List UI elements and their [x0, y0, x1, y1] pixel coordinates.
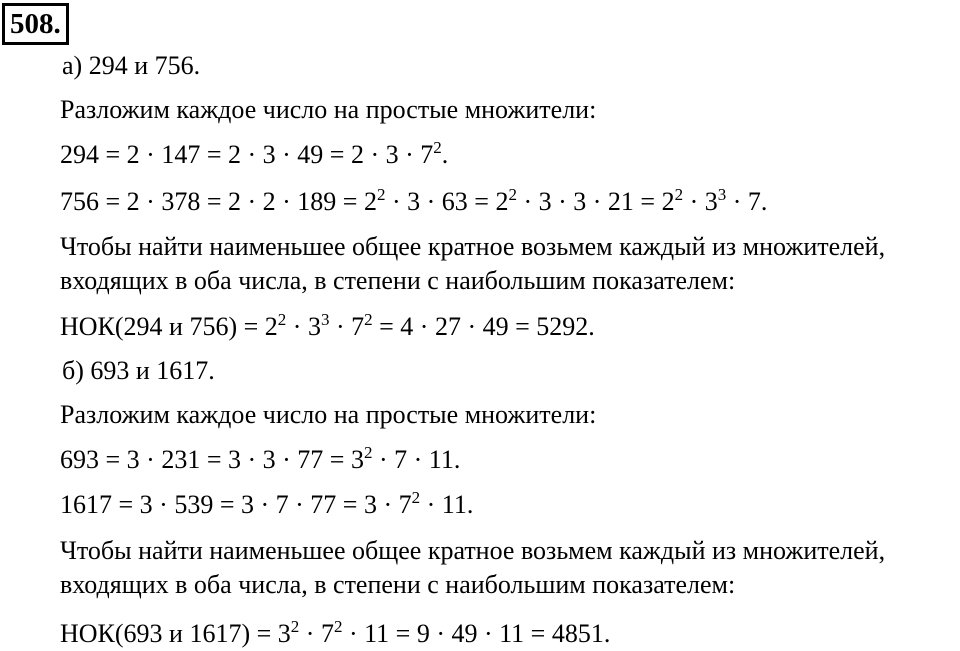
- equation-text: · 7: [329, 312, 365, 341]
- equation-text: · 11.: [420, 490, 474, 519]
- part-a-lcm: [60, 312, 595, 342]
- equation-text: 756 = 2 · 378 = 2 · 2 · 189 = 2: [60, 187, 377, 216]
- exponent: 2: [508, 185, 517, 204]
- part-b-label: б) 693 и 1617.: [62, 356, 215, 385]
- exponent: 2: [376, 185, 386, 204]
- exponent: 3: [320, 310, 330, 329]
- equation-text: 1617 = 3 · 539 = 3 · 7 · 77 = 3 · 7: [60, 490, 412, 519]
- exponent: 2: [290, 617, 300, 636]
- part-b-explanation-line-2: входящих в оба числа, в степени с наибольшим показателем:: [60, 570, 736, 599]
- part-b-equation-1617: [60, 490, 473, 520]
- exponent: 2: [674, 185, 684, 204]
- part-a-explanation-line-2: входящих в оба числа, в степени с наибольшим показателем:: [60, 266, 736, 295]
- exponent: 2: [411, 488, 421, 507]
- exponent: 3: [717, 185, 727, 204]
- part-b-lcm: [60, 619, 610, 649]
- exponent: 2: [433, 138, 442, 157]
- part-b-equation-693: [60, 445, 460, 475]
- exponent: 2: [277, 310, 287, 329]
- equation-text: · 3 · 63 = 2: [385, 187, 509, 216]
- equation-text: · 7 · 11.: [372, 445, 461, 474]
- equation-text: НОК(693 и 1617) = 3: [60, 619, 291, 648]
- equation-text: · 7: [299, 619, 334, 648]
- equation-text: 693 = 3 · 231 = 3 · 3 · 77 = 3: [60, 445, 364, 474]
- part-a-explanation-line-1: Чтобы найти наименьшее общее кратное возьмем каждый из множителей,: [60, 232, 886, 261]
- equation-text: · 3: [683, 187, 718, 216]
- part-b-explanation-line-1: Чтобы найти наименьшее общее кратное возьмем каждый из множителей,: [60, 536, 886, 565]
- equation-text: НОК(294 и 756) = 2: [60, 312, 278, 341]
- equation-text: · 3: [286, 312, 321, 341]
- equation-text: · 7.: [726, 187, 768, 216]
- exponent: 2: [333, 617, 343, 636]
- equation-text: · 3 · 3 · 21 = 2: [516, 187, 675, 216]
- part-a-equation-756: [60, 187, 767, 217]
- problem-number: 508.: [2, 3, 69, 45]
- exponent: 2: [364, 310, 373, 329]
- equation-text: 294 = 2 · 147 = 2 · 3 · 49 = 2 · 3 · 7: [60, 140, 434, 169]
- equation-text: = 4 · 27 · 49 = 5292.: [372, 312, 595, 341]
- exponent: 2: [363, 443, 373, 462]
- part-a-label: а) 294 и 756.: [62, 51, 201, 80]
- part-b-intro: Разложим каждое число на простые множители:: [60, 400, 597, 429]
- part-a-intro: Разложим каждое число на простые множители:: [60, 95, 597, 124]
- equation-text: .: [441, 140, 449, 169]
- equation-text: · 11 = 9 · 49 · 11 = 4851.: [342, 619, 611, 648]
- part-a-equation-294: [60, 140, 448, 170]
